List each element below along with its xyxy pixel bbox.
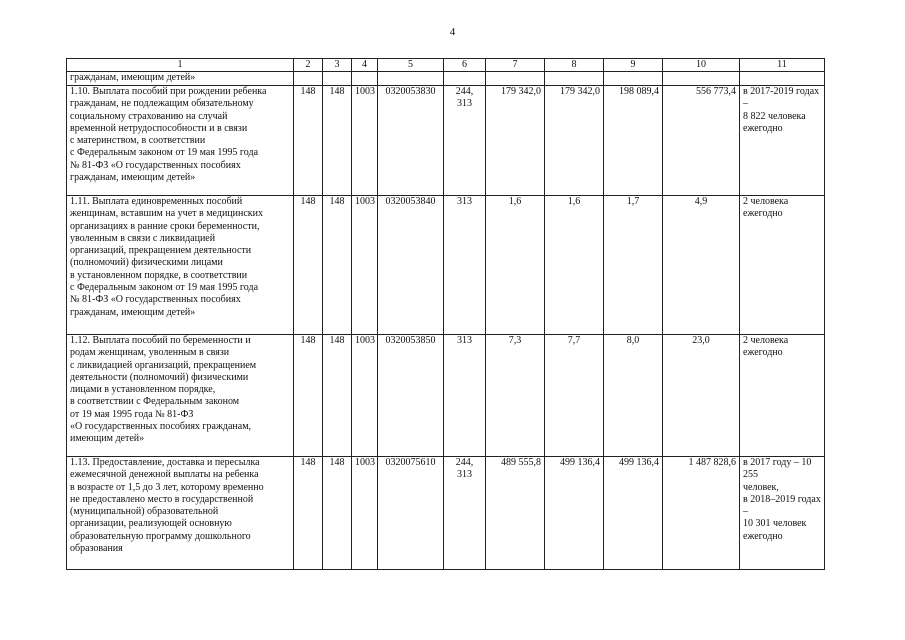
cell-col5: 0320075610 [378, 457, 444, 570]
cell-col9: 1,7 [604, 196, 663, 335]
column-header: 3 [323, 59, 352, 72]
column-header: 7 [486, 59, 545, 72]
cell-col11: в 2017-2019 годах – 8 822 человека ежегодно [740, 86, 825, 196]
cell-col4: 1003 [352, 457, 378, 570]
cell-col10: 1 487 828,6 [663, 457, 740, 570]
cell-col5: 0320053850 [378, 335, 444, 457]
cell-col11: в 2017 году – 10 255 человек, в 2018–2019 годах – 10 301 человек ежегодно [740, 457, 825, 570]
column-header-row [67, 59, 825, 72]
column-header: 8 [545, 59, 604, 72]
column-header: 10 [663, 59, 740, 72]
continuation-row [67, 72, 825, 86]
cell-col8: 1,6 [545, 196, 604, 335]
cell-col10: 23,0 [663, 335, 740, 457]
page-number: 4 [449, 26, 456, 38]
cell-col7: 179 342,0 [486, 86, 545, 196]
cell-col7: 1,6 [486, 196, 545, 335]
cell-col8: 7,7 [545, 335, 604, 457]
cell-col11: 2 человека ежегодно [740, 196, 825, 335]
cell-col9: 198 089,4 [604, 86, 663, 196]
column-header: 2 [294, 59, 323, 72]
cell-col8: 499 136,4 [545, 457, 604, 570]
cell-col9: 8,0 [604, 335, 663, 457]
cell-col3: 148 [323, 196, 352, 335]
table-row [67, 457, 825, 570]
row-description: 1.10. Выплата пособий при рождении ребенка гражданам, не подлежащим обязательному социальному страхованию на случай временной нетрудоспособности и в связи с материнством, в соответствии с Федеральным законом от 19 мая 1995 года № 81-ФЗ «О государственных пособиях гражданам, имеющим детей» [67, 86, 294, 196]
cell-col5: 0320053830 [378, 86, 444, 196]
column-header: 1 [67, 59, 294, 72]
cell-col11: 2 человека ежегодно [740, 335, 825, 457]
row-description: 1.12. Выплата пособий по беременности и родам женщинам, уволенным в связи с ликвидацией организаций, прекращением деятельности (полномочий) физическими лицами в установленном порядке, в соответствии с Федеральным законом от 19 мая 1995 года № 81-ФЗ «О государственных пособиях гражданам, имеющим детей» [67, 335, 294, 457]
cell-col3: 148 [323, 457, 352, 570]
cell-col2: 148 [294, 457, 323, 570]
continuation-text: гражданам, имеющим детей» [67, 72, 294, 86]
cell-col8: 179 342,0 [545, 86, 604, 196]
cell-col7: 489 555,8 [486, 457, 545, 570]
cell-col3: 148 [323, 86, 352, 196]
row-description: 1.11. Выплата единовременных пособий женщинам, вставшим на учет в медицинских организациях в ранние сроки беременности, уволенным в связи с ликвидацией организаций, прекращением деятельности (полномочий) физическими лицами в установленном порядке, в соответствии с Федеральным законом от 19 мая 1995 года № 81-ФЗ «О государственных пособиях гражданам, имеющим детей» [67, 196, 294, 335]
cell-col5: 0320053840 [378, 196, 444, 335]
cell-col9: 499 136,4 [604, 457, 663, 570]
cell-col4: 1003 [352, 86, 378, 196]
cell-col6: 244, 313 [444, 457, 486, 570]
cell-col2: 148 [294, 196, 323, 335]
table-row [67, 86, 825, 196]
column-header: 6 [444, 59, 486, 72]
cell-col4: 1003 [352, 196, 378, 335]
row-description: 1.13. Предоставление, доставка и пересылка ежемесячной денежной выплаты на ребенка в возрасте от 1,5 до 3 лет, которому временно не предоставлено место в государственной (муниципальной) образовательной организации, реализующей основную образовательную программу дошкольного образования [67, 457, 294, 570]
cell-col2: 148 [294, 335, 323, 457]
cell-col2: 148 [294, 86, 323, 196]
cell-col3: 148 [323, 335, 352, 457]
cell-col10: 4,9 [663, 196, 740, 335]
cell-col4: 1003 [352, 335, 378, 457]
budget-table [66, 58, 825, 570]
column-header: 11 [740, 59, 825, 72]
table-row [67, 196, 825, 335]
column-header: 4 [352, 59, 378, 72]
cell-col6: 313 [444, 335, 486, 457]
cell-col6: 244, 313 [444, 86, 486, 196]
cell-col6: 313 [444, 196, 486, 335]
cell-col7: 7,3 [486, 335, 545, 457]
column-header: 5 [378, 59, 444, 72]
table-row [67, 335, 825, 457]
column-header: 9 [604, 59, 663, 72]
cell-col10: 556 773,4 [663, 86, 740, 196]
